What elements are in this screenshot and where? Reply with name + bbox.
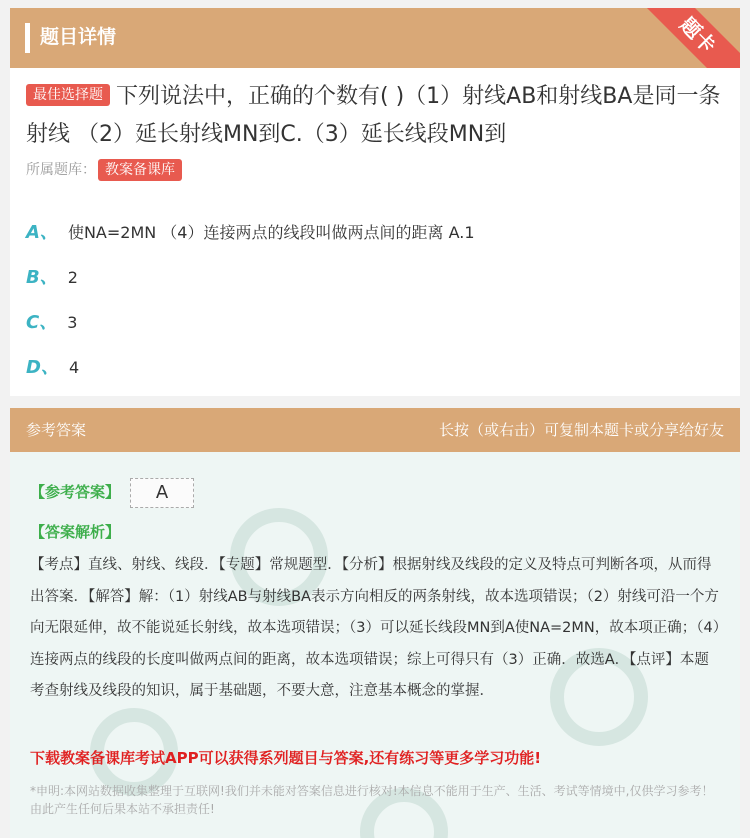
disclaimer-text: *申明:本网站数据收集整理于互联网!我们并未能对答案信息进行核对!本信息不能用于生产、生活、考试等情境中,仅供学习参考！由此产生任何后果本站不承担责任!	[30, 784, 714, 816]
answer-header	[10, 408, 740, 452]
app-download-promo[interactable]: 下载教案备课库考试APP可以获得系列题目与答案,还有练习等更多学习功能!	[30, 749, 542, 767]
answer-panel	[10, 408, 740, 838]
answer-header-title: 参考答案	[26, 421, 87, 439]
card-header	[10, 8, 740, 68]
header-accent-bar	[25, 23, 30, 53]
answer-label: 【参考答案】	[30, 483, 121, 501]
option-letter: C、	[26, 312, 58, 333]
option-letter: B、	[26, 267, 58, 288]
explanation-text: 【考点】直线、射线、线段．【专题】常规题型．【分析】根据射线及线段的定义及特点可判断各项，从而得出答案．【解答】解：（1）射线AB与射线BA表示方向相反的两条射线，故本选项错误；（2）射线可沿一个方向无限延伸，故不能说延长射线，故本选项错误；（3）可以延长线段MN到A使NA=2MN，故本项正确；（4）连接两点的线段的长度叫做两点间的距离，故本选项错误；综上可得只有（3）正确．故选A．【点评】本题考查射线及线段的知识，属于基础题，不要大意，注意基本概念的掌握．	[30, 557, 720, 699]
option-text: 3	[67, 313, 78, 332]
option-text: 2	[67, 268, 78, 287]
page-title: 题目详情	[40, 26, 117, 48]
option-text: 4	[68, 358, 80, 377]
question-type-tag: 最佳选择题	[26, 84, 110, 106]
option-c[interactable]	[26, 310, 77, 336]
question-card	[10, 8, 740, 396]
option-letter: A、	[26, 222, 58, 243]
option-d[interactable]	[26, 355, 79, 381]
copy-share-hint: 长按（或右击）可复制本题卡或分享给好友	[438, 421, 724, 439]
option-a[interactable]	[26, 220, 475, 246]
question-card-ribbon: 题卡	[636, 8, 740, 68]
question-text-block	[26, 78, 731, 154]
answer-value: A	[130, 478, 194, 508]
source-tag[interactable]: 教案备课库	[98, 159, 182, 181]
source-label: 所属题库：	[26, 162, 96, 178]
question-source	[26, 158, 188, 182]
option-b[interactable]	[26, 265, 78, 291]
explanation-label: 【答案解析】	[30, 523, 121, 541]
option-text: 使NA=2MN （4）连接两点的线段叫做两点间的距离 A.1	[67, 223, 475, 242]
option-letter: D、	[26, 357, 59, 378]
question-text: 下列说法中，正确的个数有( )（1）射线AB和射线BA是同一条射线 （2）延长射线MN到C.（3）延长线段MN到	[26, 84, 721, 147]
